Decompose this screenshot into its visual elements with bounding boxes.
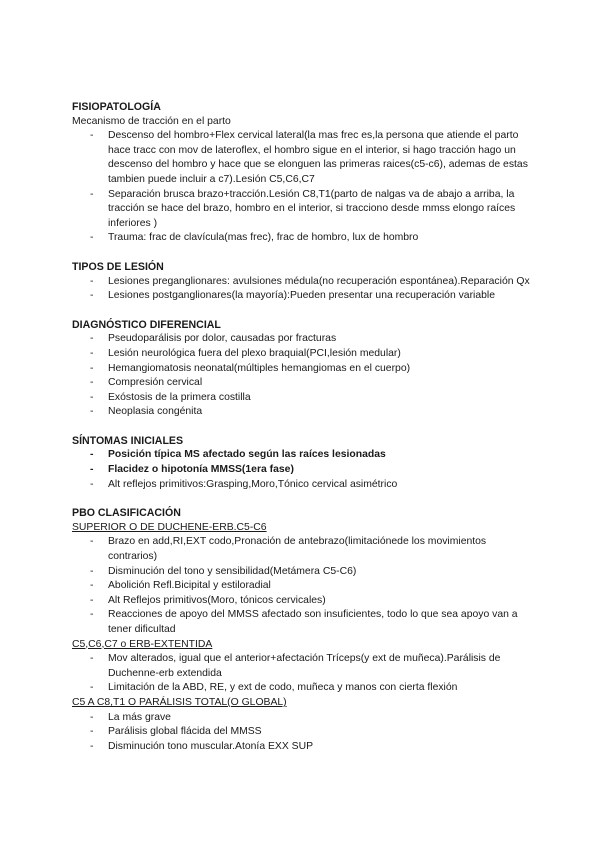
list-item: - La más grave bbox=[72, 711, 532, 726]
list-item: - Separación brusca brazo+tracción.Lesión C8,T1(parto de nalgas va de abajo a arriba, la tracción se hace del brazo, hombro en el interior, si tracciono desde mmss elongo raíces inferiores ) bbox=[72, 188, 532, 232]
list-item: - Disminución tono muscular.Atonía EXX SUP bbox=[72, 740, 532, 755]
list-item: - Alt reflejos primitivos:Grasping,Moro,Tónico cervical asimétrico bbox=[72, 478, 532, 493]
section-title-pbo: PBO CLASIFICACIÓN bbox=[72, 507, 181, 520]
section-subtitle: Mecanismo de tracción en el parto bbox=[72, 115, 231, 127]
list-item: - Lesión neurológica fuera del plexo braquial(PCI,lesión medular) bbox=[72, 347, 532, 362]
list-item: - Flacidez o hipotonía MMSS(1era fase) bbox=[72, 463, 532, 478]
section-title-sintomas: SÍNTOMAS INICIALES bbox=[72, 434, 184, 447]
list-item: - Lesiones preganglionares: avulsiones médula(no recuperación espontánea).Reparación Qx bbox=[72, 275, 532, 290]
list-item: - Posición típica MS afectado según las raíces lesionadas bbox=[72, 448, 532, 463]
section-title-tipos: TIPOS DE LESIÓN bbox=[72, 260, 164, 273]
list-item: - Limitación de la ABD, RE, y ext de codo, muñeca y manos con cierta flexión bbox=[72, 681, 532, 696]
list-item: - Compresión cervical bbox=[72, 376, 532, 391]
list-item: - Alt Reflejos primitivos(Moro, tónicos cervicales) bbox=[72, 594, 532, 609]
diag-list bbox=[72, 332, 532, 420]
list-item: - Disminución del tono y sensibilidad(Metámera C5-C6) bbox=[72, 565, 532, 580]
list-item: - Trauma: frac de clavícula(mas frec), frac de hombro, lux de hombro bbox=[72, 231, 532, 246]
list-item: - Descenso del hombro+Flex cervical lateral(la mas frec es,la persona que atiende el parto hace tracc con mov de lateroflex, el hombro sigue en el interior, si hago tracción hago un descenso del hombro y hace que se elonguen las primeras raices(c5-c6), ademas de estas tambien puede incluir a c7).Lesión C5,C6,C7 bbox=[72, 129, 532, 187]
list-item: - Reacciones de apoyo del MMSS afectado son insuficientes, todo lo que sea apoyo van a tener dificultad bbox=[72, 608, 532, 637]
list-item: - Hemangiomatosis neonatal(múltiples hemangiomas en el cuerpo) bbox=[72, 362, 532, 377]
list-item: - Parálisis global flácida del MMSS bbox=[72, 725, 532, 740]
list-item: - Neoplasia congénita bbox=[72, 405, 532, 420]
pbo-superior-list bbox=[72, 535, 532, 637]
tipos-list bbox=[72, 275, 532, 304]
list-item: - Exóstosis de la primera costilla bbox=[72, 391, 532, 406]
list-item: - Mov alterados, igual que el anterior+afectación Tríceps(y ext de muñeca).Parálisis de Duchenne-erb extendida bbox=[72, 652, 532, 681]
section-title-fisiopatologia: FISIOPATOLOGÍA bbox=[72, 101, 161, 113]
group-heading-erb-extendida: C5,C6,C7 o ERB-EXTENTIDA bbox=[72, 638, 213, 650]
pbo-total-list bbox=[72, 711, 532, 755]
list-item: - Brazo en add,RI,EXT codo,Pronación de antebrazo(limitaciónede los movimientos contrarios) bbox=[72, 535, 532, 564]
list-item: - Abolición Refl.Bicipital y estiloradial bbox=[72, 579, 532, 594]
section-title-diagnostico: DIAGNÓSTICO DIFERENCIAL bbox=[72, 318, 221, 331]
document-content bbox=[72, 100, 532, 754]
sint-list bbox=[72, 448, 532, 492]
group-heading-total: C5 A C8,T1 O PARÁLISIS TOTAL(O GLOBAL) bbox=[72, 696, 287, 708]
list-item: - Lesiones postganglionares(la mayoría):Pueden presentar una recuperación variable bbox=[72, 289, 532, 304]
list-item: - Pseudoparálisis por dolor, causadas por fracturas bbox=[72, 332, 532, 347]
fisio-list bbox=[72, 129, 532, 246]
pbo-extendida-list bbox=[72, 652, 532, 696]
group-heading-superior: SUPERIOR O DE DUCHENE-ERB.C5-C6 bbox=[72, 521, 267, 533]
